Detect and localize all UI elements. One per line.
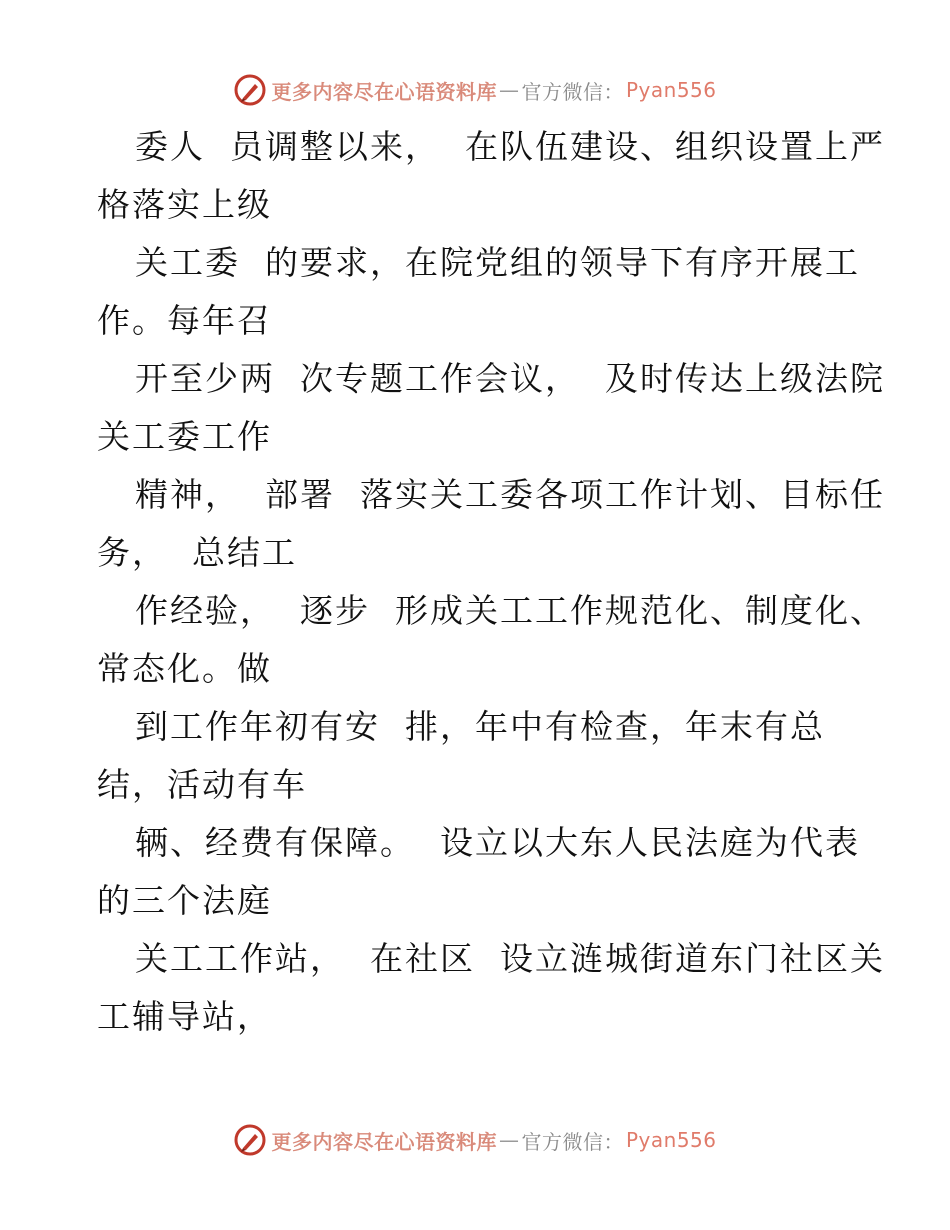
watermark-id: Pyan556 (625, 1128, 717, 1152)
text-line: 辆、经费有保障。 设立以大东人民法庭为代表 (135, 823, 860, 862)
watermark-official: 官方微信： (521, 79, 624, 104)
watermark-main: 更多内容尽在心语资料库 (271, 1129, 497, 1154)
text-line: 开至少两 次专题工作会议， 及时传达上级法院 (135, 359, 885, 398)
text-line: 作。每年召 (97, 301, 272, 340)
text-line: 务， 总结工 (97, 533, 297, 572)
text-line: 到工作年初有安 排，年中有检查，年末有总 (135, 707, 825, 746)
pen-circle-logo-icon (233, 73, 267, 107)
text-line: 精神， 部署 落实关工委各项工作计划、目标任 (135, 475, 885, 514)
text-line: 格落实上级 (97, 185, 272, 224)
watermark-official: 官方微信： (521, 1129, 624, 1154)
text-line: 作经验， 逐步 形成关工工作规范化、制度化、 (135, 591, 885, 630)
text-line: 关工委工作 (97, 417, 272, 456)
text-line: 的三个法庭 (97, 881, 272, 920)
watermark-main: 更多内容尽在心语资料库 (271, 79, 497, 104)
watermark-text (271, 1126, 716, 1155)
watermark-separator: — (498, 1128, 520, 1152)
watermark-id: Pyan556 (625, 78, 717, 102)
text-line: 结，活动有车 (97, 765, 307, 804)
document-body (97, 118, 885, 1046)
text-line: 工辅导站， (97, 997, 272, 1036)
text-line: 常态化。做 (97, 649, 272, 688)
watermark-text (271, 76, 716, 105)
text-line: 委人 员调整以来， 在队伍建设、组织设置上严 (135, 127, 885, 166)
watermark-separator: — (498, 78, 520, 102)
header-watermark (0, 70, 950, 110)
text-line: 关工工作站， 在社区 设立涟城街道东门社区关 (135, 939, 885, 978)
footer-watermark (0, 1120, 950, 1160)
text-line: 关工委 的要求，在院党组的领导下有序开展工 (135, 243, 860, 282)
pen-circle-logo-icon (233, 1123, 267, 1157)
